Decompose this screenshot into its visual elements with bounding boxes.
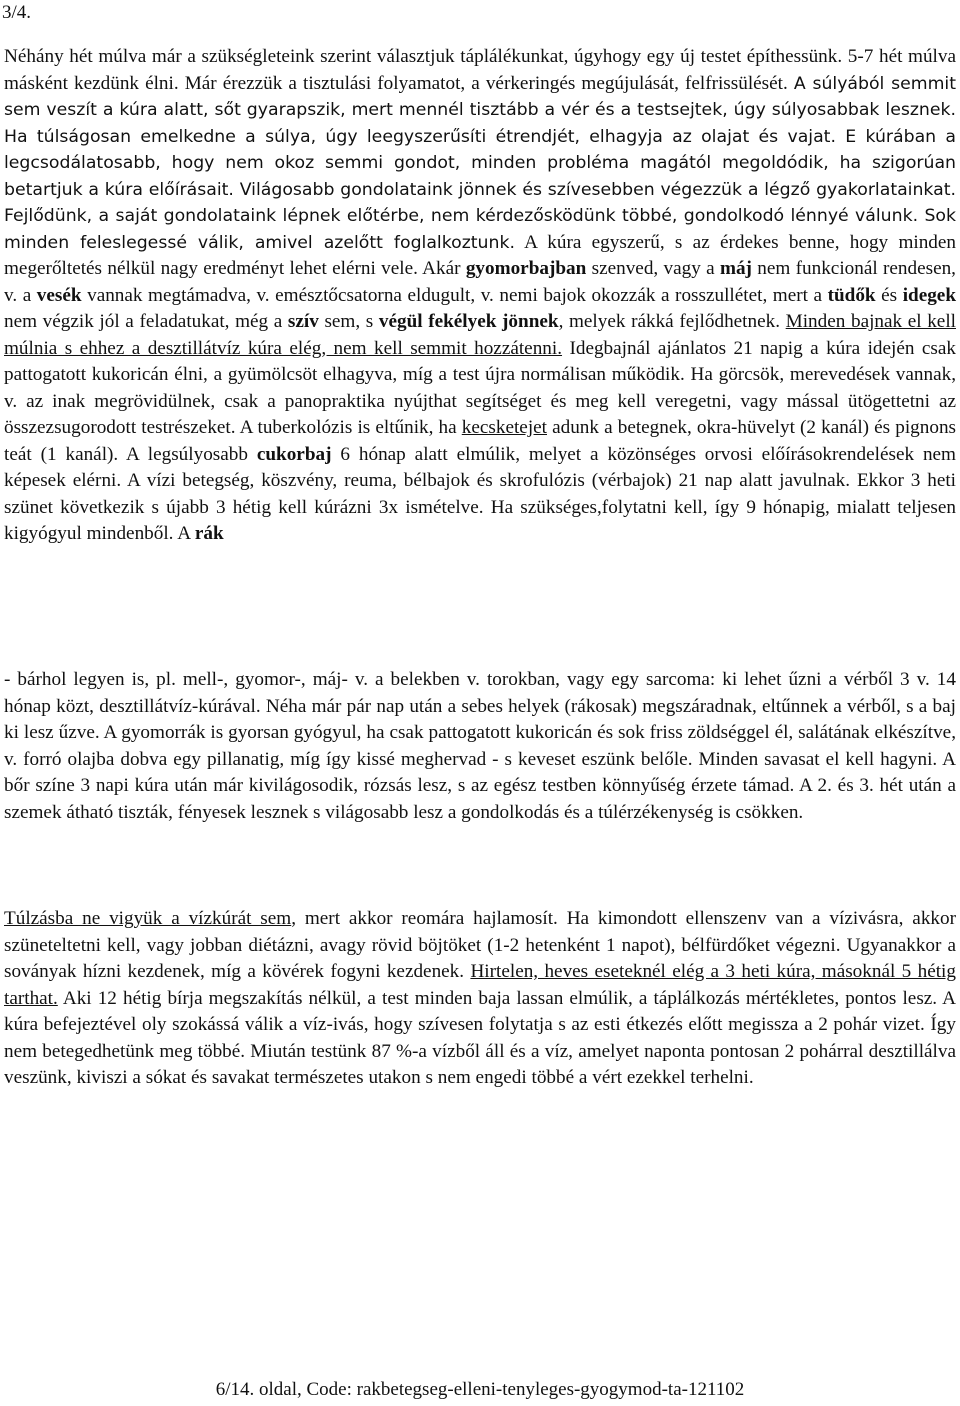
- text-run: A kúra egyszerű, s az érdekes benne, hogy minden megerőltetés nélkül nagy eredményt lehet elérni vele. Akár: [4, 231, 956, 279]
- bold-term: cukorbaj: [256, 443, 332, 465]
- paragraph: [4, 906, 956, 1092]
- text-run: vannak megtámadva, v. emésztőcsatorna eldugult, v. nemi bajok okozzák a rosszullétet, mert a: [81, 284, 828, 306]
- text-run: szenved, vagy a: [586, 258, 720, 279]
- text-run: adunk a betegnek, okra-hüvelyt (2 kanál) és pignons teát (1 kanál). A legsúlyosabb: [4, 417, 957, 465]
- bold-term: rák: [194, 523, 224, 544]
- text-run: sem, s: [318, 311, 379, 332]
- underlined-text: Hirtelen, heves eseteknél elég a 3 heti kúra, másoknál 5 hétig tarthat.: [4, 961, 956, 1009]
- page-number-label: 3/4.: [2, 2, 32, 23]
- text-run: nem funkcionál rendesen, v. a: [4, 258, 956, 306]
- text-run: 6 hónap alatt elmúlik, melyet a közönséges orvosi előírásokrendelések nem képesek elérni. A vízi betegség, köszvény, reuma, bélbajok és skrofulózis (vérbajok) 21 nap alatt javulnak. Ekkor 3 heti szünet következik s újabb 3 hétig kell kúrázni 3x ismételve. Ha szükséges,folytatni kell, így 9 hónapig, mialatt teljesen kigyógyul mindenből. A: [4, 443, 956, 544]
- page-footer: 6/14. oldal, Code: rakbetegseg-elleni-tenyleges-gyogymod-ta-121102: [215, 1379, 745, 1400]
- bold-term: vesék: [36, 284, 82, 306]
- text-run: Idegbajnál ajánlatos 21 napig a kúra idején csak pattogatott kukoricán élni, a gyümölcsöt elhagyva, míg a test újra normálisan működik. Ha görcsök, merevedések vannak, v. az inak megrövidülnek, csak a panopraktika nyújthat segítséget és meg kell veregetni, vagy mással ütögettetni az összezsugorodott testrészeket. A tuberkolózis is eltűnik, ha: [4, 337, 957, 438]
- text-run-sans: A súlyából semmit sem veszít a kúra alatt, sőt gyarapszik, mert mennél tisztább a vér és a testsejtek, úgy súlyosabbak lesznek. Ha túlságosan emelkedne a súlya, úgy leegyszerűsíti étrendjét, elhagyja az olajat és vajat. E kúrában a legcsodálatosabb, hogy nem okoz semmi gondot, minden probléma magától megoldódik, ha szigorúan betartjuk a kúra előírásait. Világosabb gondolataink jönnek és szívesebben végezzük a légző gyakorlatainkat. Fejlődünk, a saját gondolataink lépnek előtérbe, nem kérdezősködünk többé, gondolkodó lénnyé válunk. Sok minden feleslegessé válik, amivel azelőtt foglalkoztunk.: [4, 73, 956, 253]
- paragraph: [4, 44, 956, 548]
- text-run: , mert akkor reomára hajlamosít. Ha kimondott ellenszenv van a vízivásra, akkor szüneteltetni kell, vagy jobban diétázni, avagy rövid böjtöket (1-2 hetenként 1 napot), bélfürdőket végezni. Ugyanakkor a soványak hízni kezdenek, míg a kövérek fogyni kezdenek.: [4, 908, 956, 982]
- underlined-text: Túlzásba ne vigyük a vízkúrát sem: [4, 908, 292, 929]
- bold-term: gyomorbajban: [465, 258, 587, 279]
- underlined-text: kecsketejet: [461, 417, 547, 438]
- underlined-text: Minden bajnak el kell múlnia s ehhez a desztillátvíz kúra elég, nem kell semmit hozzátenni.: [4, 311, 956, 359]
- text-run: , melyek rákká fejlődhetnek.: [558, 311, 786, 332]
- bold-term: szív: [287, 311, 319, 332]
- bold-term: tüdők: [827, 284, 876, 306]
- bold-term: végül fekélyek jönnek: [378, 311, 559, 332]
- text-run: Aki 12 hétig bírja megszakítás nélkül, a test minden baja lassan elmúlik, a táplálkozás mértékletes, pontos lesz. A kúra befejeztével oly szokássá válik a víz-ivás, hogy szívesen folytatja s az esti étkezés előtt megissza a 2 pohár vizet. Így nem betegedhetünk meg többé. Miután testünk 87 %-a vízből áll és a víz, amelyet naponta pontosan 2 pohárral desztillálva veszünk, kiviszi a sókat és savakat természetes utakon s nem engedi többé a vért ezekkel terhelni.: [4, 987, 956, 1088]
- text-run: Néhány hét múlva már a szükségleteink szerint választjuk táplálékunkat, úgyhogy egy új testet építhessünk. 5-7 hét múlva másként kezdünk élni. Már érezzük a tisztulási folyamatot, a vérkeringés megújulását, felfrissülését.: [4, 46, 956, 94]
- bold-term: idegek: [902, 284, 956, 306]
- text-run: és: [875, 284, 903, 306]
- bold-term: máj: [719, 258, 752, 279]
- text-run: nem végzik jól a feladatukat, még a: [4, 311, 288, 332]
- text-run: - bárhol legyen is, pl. mell-, gyomor-, máj- v. a belekben v. torokban, vagy egy sarcoma: ki lehet űzni a vérből 3 v. 14 hónap közt, desztillátvíz-kúrával. Néha már pár nap után a sebes helyek (rákosak) megszáradnak, eltűnnek a vérből, s a baj ki lesz űzve. A gyomorrák is gyorsan gyógyul, ha csak pattogatott kukoricán és sok friss zöldséggel él, salátának elkészítve, v. forró olajba dobva egy pillanatig, míg így kissé meghervad - s keveset eszünk belőle. Minden savasat el kell hagyni. A bőr színe 3 napi kúra után már kivilágosodik, rózsás lesz, s az egész testben könnyűség érzete támad. A 2. és 3. hét után a szemek átható tiszták, fényesek lesznek s világosabb lesz a gondolkodás és a túlérzékenység is csökken.: [4, 669, 956, 823]
- paragraph: [4, 667, 956, 826]
